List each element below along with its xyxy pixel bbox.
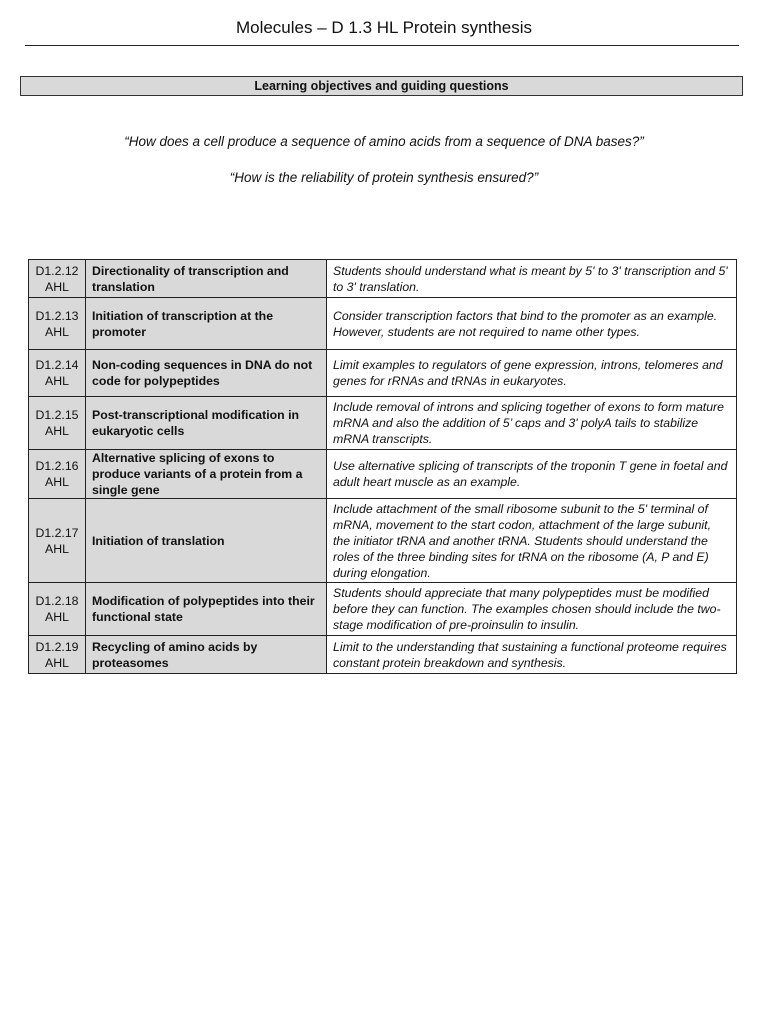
table-row (29, 450, 737, 499)
objective-guidance: Include attachment of the small ribosome subunit to the 5' terminal of mRNA, movement to the start codon, attachment of the large subunit, the initiator tRNA and another tRNA. Students should understand the roles of the three binding sites for tRNA on the ribosome (A, P and E) during elongation. (327, 499, 737, 583)
objective-topic: Recycling of amino acids by proteasomes (86, 636, 327, 674)
objective-level: AHL (45, 655, 69, 670)
table-row (29, 298, 737, 350)
objective-topic: Initiation of translation (86, 499, 327, 583)
objective-guidance: Students should understand what is meant by 5' to 3' transcription and 5' to 3' translation. (327, 260, 737, 298)
objective-code: D1.2.14 (35, 358, 79, 372)
objective-guidance: Include removal of introns and splicing together of exons to form mature mRNA and also the addition of 5’ caps and 3' polyA tails to stabilize mRNA transcripts. (327, 397, 737, 450)
objective-code-cell (29, 397, 86, 450)
table-row (29, 636, 737, 674)
objective-code: D1.2.15 (35, 408, 79, 422)
table-row (29, 350, 737, 397)
objective-code-cell (29, 260, 86, 298)
table-row (29, 499, 737, 583)
table-row (29, 397, 737, 450)
objective-topic: Modification of polypeptides into their functional state (86, 583, 327, 636)
objective-level: AHL (45, 324, 69, 339)
objective-code-cell (29, 499, 86, 583)
objective-topic: Initiation of transcription at the promoter (86, 298, 327, 350)
objective-topic: Non-coding sequences in DNA do not code for polypeptides (86, 350, 327, 397)
objective-code: D1.2.12 (35, 263, 79, 278)
objective-guidance: Limit to the understanding that sustaining a functional proteome requires constant protein breakdown and synthesis. (327, 636, 737, 674)
objective-guidance: Students should appreciate that many polypeptides must be modified before they can function. The examples chosen should include the two-stage modification of pre-proinsulin to insulin. (327, 583, 737, 636)
objective-code-cell (29, 636, 86, 674)
guiding-question-1: “How does a cell produce a sequence of amino acids from a sequence of DNA bases?” (124, 134, 644, 149)
objective-topic: Alternative splicing of exons to produce variants of a protein from a single gene (86, 450, 327, 499)
objective-topic: Directionality of transcription and translation (86, 260, 327, 298)
objective-code: D1.2.18 (35, 594, 79, 608)
objective-level: AHL (45, 374, 69, 388)
title-divider (25, 45, 739, 46)
objective-code-cell (29, 450, 86, 499)
objective-code-cell (29, 350, 86, 397)
guiding-question-2: “How is the reliability of protein synthesis ensured?” (229, 170, 539, 185)
table-row (29, 260, 737, 298)
objective-level: AHL (45, 279, 69, 294)
objective-topic: Post-transcriptional modification in eukaryotic cells (86, 397, 327, 450)
objective-level: AHL (45, 541, 69, 556)
objective-code: D1.2.13 (35, 308, 79, 323)
objective-level: AHL (45, 424, 69, 438)
objective-guidance: Limit examples to regulators of gene expression, introns, telomeres and genes for rRNAs and tRNAs in eukaryotes. (327, 350, 737, 397)
objective-code-cell (29, 298, 86, 350)
objective-guidance: Consider transcription factors that bind to the promoter as an example. However, students are not required to name other types. (327, 298, 737, 350)
objective-code: D1.2.16 (35, 459, 79, 473)
objective-level: AHL (45, 475, 69, 489)
objective-code-cell (29, 583, 86, 636)
table-row (29, 583, 737, 636)
objective-code: D1.2.19 (35, 639, 79, 654)
page-title: Molecules – D 1.3 HL Protein synthesis (235, 18, 533, 37)
objective-code: D1.2.17 (35, 525, 79, 540)
section-banner: Learning objectives and guiding questions (20, 76, 743, 96)
objective-guidance: Use alternative splicing of transcripts of the troponin T gene in foetal and adult heart muscle as an example. (327, 450, 737, 499)
objective-level: AHL (45, 610, 69, 624)
objectives-table (28, 259, 737, 674)
